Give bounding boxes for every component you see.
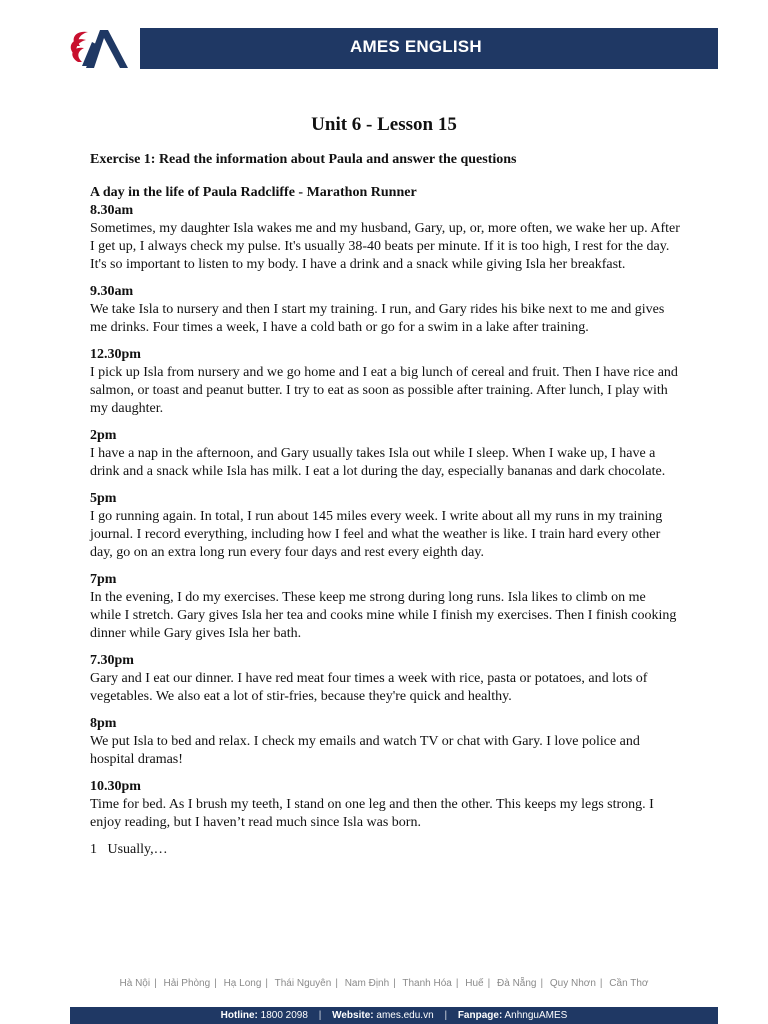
city-item: Huế — [465, 978, 484, 989]
entry-text: I go running again. In total, I run about 145 miles every week. I write about all my runs in my training journal. I record everything, including how I feel and what the weather is like. I train hard every other day, go on an extra long run every four days and rest every eighth day. — [90, 509, 663, 560]
footer-city-list: Hà Nội | Hải Phòng | Hạ Long | Thái Nguyên | Nam Định | Thanh Hóa | Huế | Đà Nẵng | Quy Nhơn | Cần Thơ — [119, 978, 649, 989]
schedule-entry — [90, 202, 680, 274]
city-item: Hải Phòng — [163, 978, 211, 989]
schedule-entry — [90, 652, 680, 706]
ames-logo-icon — [62, 24, 138, 70]
entry-text: We put Isla to bed and relax. I check my emails and watch TV or chat with Gary. I love police and hospital dramas! — [90, 734, 640, 767]
city-item: Nam Định — [344, 978, 390, 989]
fanpage-label: Fanpage: — [457, 1010, 503, 1021]
question-text: Usually,… — [107, 842, 168, 857]
entry-time: 2pm — [90, 428, 117, 443]
entry-text: We take Isla to nursery and then I start my training. I run, and Gary rides his bike next to me and gives me drinks. Four times a week, I have a cold bath or go for a swim in a lake after training. — [90, 302, 665, 335]
schedule-entry — [90, 346, 680, 418]
city-item: Quy Nhơn — [549, 978, 596, 989]
entry-text: I pick up Isla from nursery and we go home and I eat a big lunch of cereal and fruit. Then I have rice and salmon, or toast and peanut butter. I try to eat as soon as possible after training. After lunch, I play with my daughter. — [90, 365, 678, 416]
entry-time: 7.30pm — [90, 653, 134, 668]
website-label: Website: — [332, 1010, 374, 1021]
city-item: Thanh Hóa — [402, 978, 452, 989]
schedule-entry — [90, 715, 680, 769]
entry-text: Sometimes, my daughter Isla wakes me and my husband, Gary, up, or, more often, we wake her up. After I get up, I always check my pulse. It's usually 38-40 beats per minute. If it is too high, I rest for the day. It's so important to listen to my body. I have a drink and a snack while giving Isla her breakfast. — [90, 221, 680, 272]
entry-time: 8pm — [90, 716, 117, 731]
question-item — [90, 841, 680, 859]
entry-time: 12.30pm — [90, 347, 141, 362]
entry-text: Gary and I eat our dinner. I have red meat four times a week with rice, pasta or potatoes, and lots of vegetables. We also eat a lot of stir-fries, because they're quick and healthy. — [90, 671, 648, 704]
entry-time: 8.30am — [90, 203, 134, 218]
city-item: Hạ Long — [223, 978, 262, 989]
city-item: Thái Nguyên — [274, 978, 332, 989]
fanpage-link[interactable]: AnhnguAMES — [504, 1010, 568, 1021]
page-title: Unit 6 - Lesson 15 — [311, 114, 457, 135]
city-item: Đà Nẵng — [497, 978, 537, 989]
schedule-entry — [90, 427, 680, 481]
hotline-label: Hotline: — [220, 1010, 258, 1021]
entry-time: 5pm — [90, 491, 117, 506]
exercise-instruction: Exercise 1: Read the information about Paula and answer the questions — [90, 152, 517, 167]
reading-passage — [90, 184, 680, 859]
schedule-entry — [90, 283, 680, 337]
hotline-number[interactable]: 1800 2098 — [260, 1010, 308, 1021]
entry-time: 10.30pm — [90, 779, 141, 794]
entry-time: 7pm — [90, 572, 117, 587]
entry-text: In the evening, I do my exercises. These keep me strong during long runs. Isla likes to climb on me while I stretch. Gary gives Isla her tea and cooks mine while I finish my exercises. Then I finish cooking dinner while Gary gives Isla her bath. — [90, 590, 677, 641]
footer-contact-bar: Hotline: 1800 2098 | Website: ames.edu.vn | Fanpage: AnhnguAMES — [70, 1007, 718, 1024]
entry-text: Time for bed. As I brush my teeth, I stand on one leg and then the other. This keeps my legs strong. I enjoy reading, but I haven’t read much since Isla was born. — [90, 797, 654, 830]
website-link[interactable]: ames.edu.vn — [376, 1010, 434, 1021]
schedule-entry — [90, 778, 680, 832]
question-number: 1 — [90, 842, 97, 857]
schedule-entry — [90, 571, 680, 643]
entry-time: 9.30am — [90, 284, 134, 299]
schedule-entry — [90, 490, 680, 562]
city-item: Hà Nội — [119, 978, 151, 989]
entry-text: I have a nap in the afternoon, and Gary usually takes Isla out while I sleep. When I wake up, I have a drink and a snack while Isla has milk. I eat a lot during the day, especially bananas and dark chocolate. — [90, 446, 666, 479]
article-title: A day in the life of Paula Radcliffe - Marathon Runner — [90, 185, 417, 200]
city-item: Cần Thơ — [609, 978, 649, 989]
brand-name: AMES ENGLISH — [350, 37, 482, 56]
